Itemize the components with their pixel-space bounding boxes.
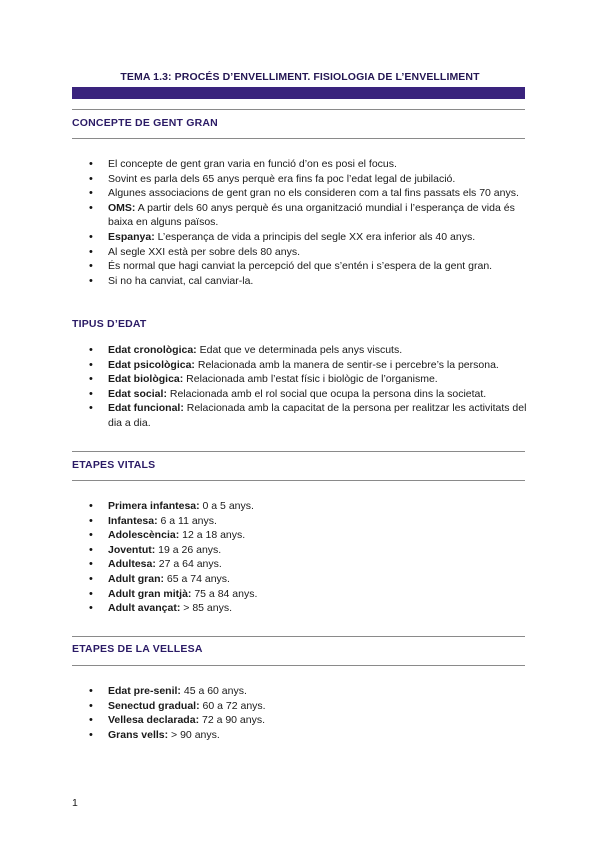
page-title: TEMA 1.3: PROCÉS D’ENVELLIMENT. FISIOLOGIA DE L’ENVELLIMENT xyxy=(120,71,480,83)
item-term: Edat biològica: xyxy=(108,373,184,386)
item-term: OMS: xyxy=(108,201,136,214)
item-term: Adolescència: xyxy=(108,529,180,542)
item-term: Espanya: xyxy=(108,230,155,243)
list-item xyxy=(72,343,532,358)
item-text: 72 a 90 anys. xyxy=(199,714,266,727)
etapes-vellesa-list xyxy=(72,684,532,742)
item-text: 0 a 5 anys. xyxy=(199,500,254,512)
list-item xyxy=(72,557,532,572)
item-text: 12 a 18 anys. xyxy=(179,529,246,542)
list-item xyxy=(72,172,532,187)
item-text: > 90 anys. xyxy=(168,728,220,741)
section-heading-concepte: CONCEPTE DE GENT GRAN xyxy=(72,117,218,129)
item-text: 75 a 84 anys. xyxy=(191,587,258,600)
divider xyxy=(72,138,525,139)
item-text: És normal que hagi canviat la percepció del que s’entén i s’espera de la gent gran. xyxy=(108,260,493,273)
item-term: Grans vells: xyxy=(108,728,169,741)
item-term: Joventut: xyxy=(108,543,156,556)
divider xyxy=(72,109,525,110)
item-term: Adult avançat: xyxy=(108,602,181,615)
section-heading-etapes-vitals: ETAPES VITALS xyxy=(72,459,156,471)
divider xyxy=(72,451,525,452)
item-text: Si no ha canviat, cal canviar-la. xyxy=(108,274,254,287)
section-heading-tipus: TIPUS D’EDAT xyxy=(72,318,147,330)
page-number: 1 xyxy=(72,797,78,809)
item-term: Edat psicològica: xyxy=(108,358,195,371)
list-item xyxy=(72,728,532,743)
item-text: > 85 anys. xyxy=(180,602,233,615)
item-text: Relacionada amb la capacitat de la persona per realitzar les activitats del dia a dia. xyxy=(108,402,527,429)
item-text: Relacionada amb el rol social que ocupa la persona dins la societat. xyxy=(166,387,487,400)
list-item xyxy=(72,372,532,387)
list-item xyxy=(72,186,532,201)
tipus-list xyxy=(72,343,532,431)
item-text: 60 a 72 anys. xyxy=(199,699,266,712)
list-item xyxy=(72,543,532,558)
list-item xyxy=(72,274,532,289)
divider xyxy=(72,636,525,637)
divider xyxy=(72,665,525,666)
concepte-list xyxy=(72,157,532,288)
item-term: Senectud gradual: xyxy=(108,699,200,712)
list-item xyxy=(72,201,532,230)
section-heading-etapes-vellesa: ETAPES DE LA VELLESA xyxy=(72,643,203,655)
list-item xyxy=(72,713,532,728)
list-item xyxy=(72,601,532,616)
item-text: El concepte de gent gran varia en funció d’on es posi el focus. xyxy=(108,158,397,170)
item-term: Vellesa declarada: xyxy=(108,714,200,727)
item-text: Relacionada amb la manera de sentir-se i percebre’s la persona. xyxy=(194,358,499,371)
item-text: 27 a 64 anys. xyxy=(155,558,222,571)
list-item xyxy=(72,157,532,172)
item-text: Sovint es parla dels 65 anys perquè era fins fa poc l’edat legal de jubilació. xyxy=(108,172,456,185)
item-text: 65 a 74 anys. xyxy=(164,572,230,585)
list-item xyxy=(72,572,532,587)
list-item xyxy=(72,245,532,260)
item-term: Infantesa: xyxy=(108,514,158,527)
etapes-vitals-list xyxy=(72,499,532,616)
item-term: Edat funcional: xyxy=(108,402,184,415)
list-item xyxy=(72,401,532,430)
item-term: Edat social: xyxy=(108,387,167,400)
item-text: Edat que ve determinada pels anys viscuts. xyxy=(196,344,403,356)
list-item xyxy=(72,699,532,714)
item-text: 6 a 11 anys. xyxy=(157,514,217,527)
item-text: 19 a 26 anys. xyxy=(155,543,222,556)
item-term: Adultesa: xyxy=(108,558,156,571)
list-item xyxy=(72,499,532,514)
list-item xyxy=(72,259,532,274)
title-bar xyxy=(72,87,525,99)
list-item xyxy=(72,358,532,373)
item-text: 45 a 60 anys. xyxy=(180,685,247,697)
item-text: A partir dels 60 anys perquè és una organització mundial i l’esperança de vida és baixa en alguns països. xyxy=(108,201,515,229)
item-term: Edat cronològica: xyxy=(108,344,197,356)
list-item xyxy=(72,514,532,529)
list-item xyxy=(72,230,532,245)
item-term: Edat pre-senil: xyxy=(108,685,181,697)
item-text: Relacionada amb l’estat físic i biològic de l’organisme. xyxy=(183,373,438,386)
divider xyxy=(72,480,525,481)
item-text: Al segle XXI està per sobre dels 80 anys. xyxy=(108,245,301,258)
item-term: Adult gran mitjà: xyxy=(108,587,192,600)
item-term: Adult gran: xyxy=(108,572,164,585)
item-term: Primera infantesa: xyxy=(108,500,200,512)
list-item xyxy=(72,587,532,602)
list-item xyxy=(72,684,532,699)
list-item xyxy=(72,528,532,543)
list-item xyxy=(72,387,532,402)
item-text: Algunes associacions de gent gran no els consideren com a tal fins passats els 70 anys. xyxy=(108,187,519,200)
item-text: L’esperança de vida a principis del segle XX era inferior als 40 anys. xyxy=(154,230,476,243)
